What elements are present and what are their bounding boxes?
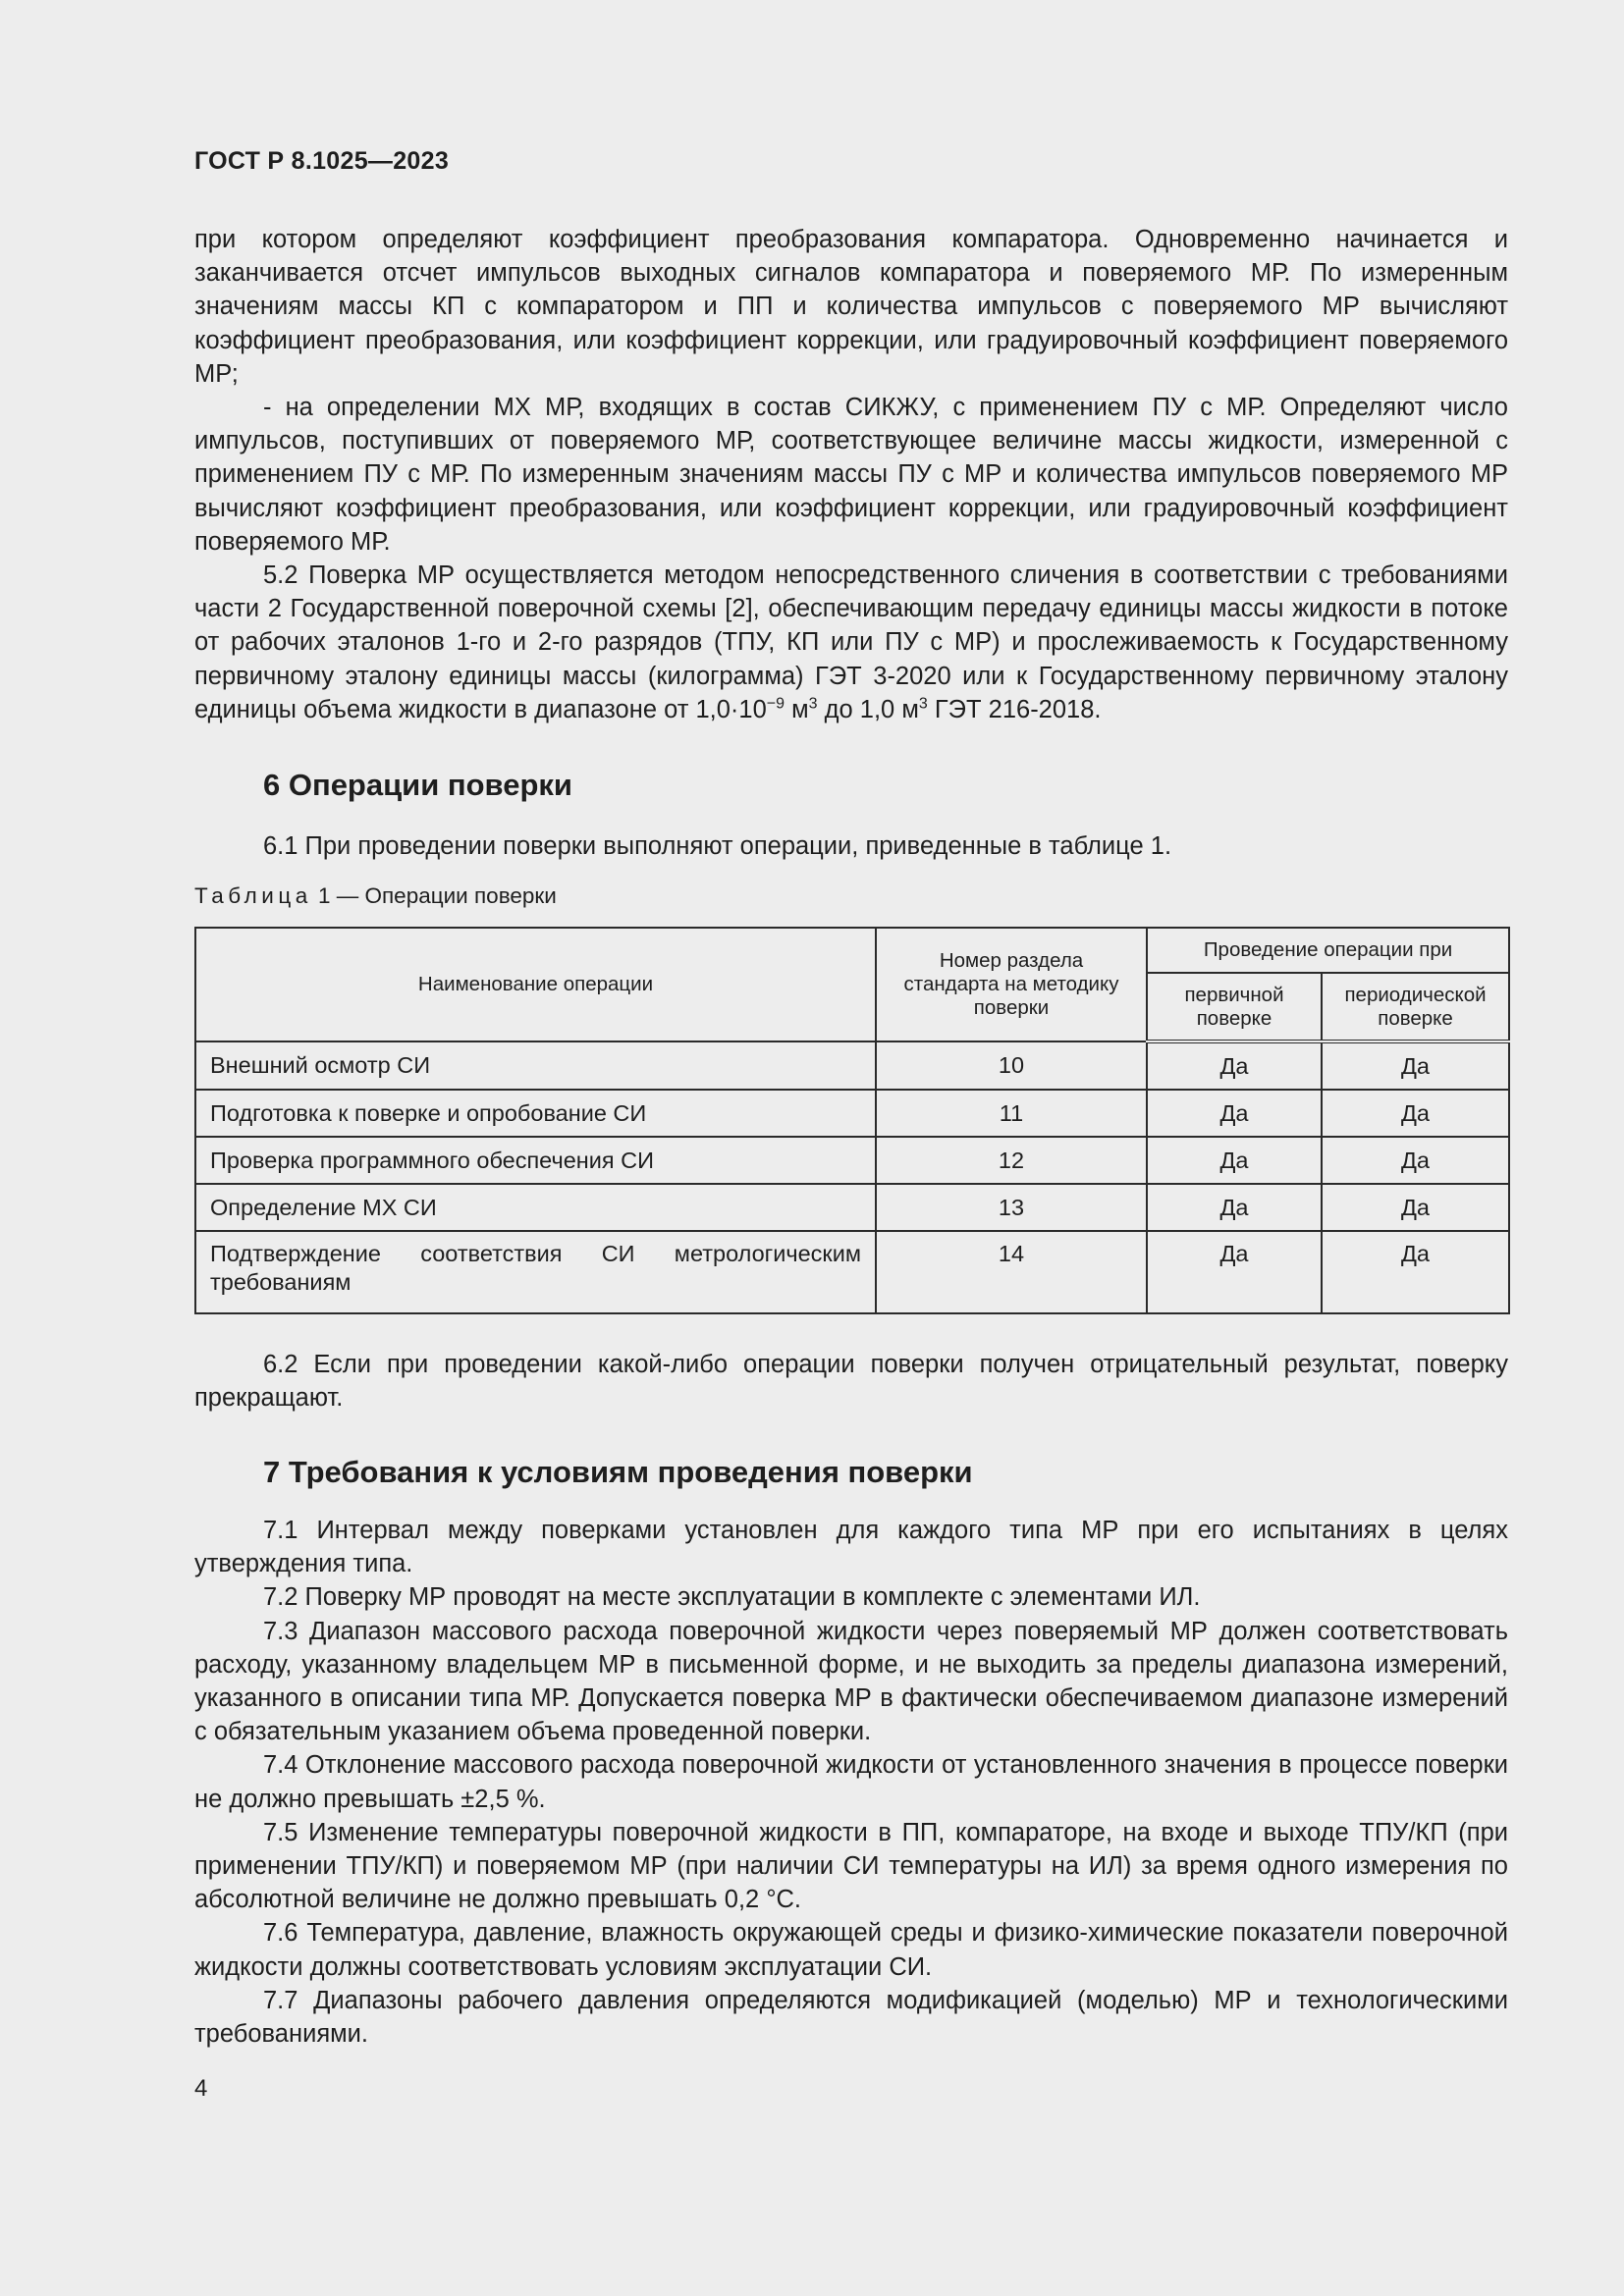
cell-primary: Да	[1147, 1184, 1322, 1231]
exponent-3a: 3	[808, 695, 818, 713]
table-caption-title: 1 — Операции поверки	[311, 883, 557, 908]
table-caption-label: Таблица	[194, 883, 312, 908]
paragraph-7-1: 7.1 Интервал между поверками установлен для каждого типа МР при его испытаниях в целях утверждения типа.	[194, 1517, 1508, 1578]
cell-section-number: 13	[876, 1184, 1147, 1231]
exponent-minus9: −9	[766, 695, 785, 713]
cell-section-number: 10	[876, 1041, 1147, 1090]
cell-section-number: 12	[876, 1137, 1147, 1184]
table-row	[195, 1041, 1509, 1090]
cell-operation-name: Внешний осмотр СИ	[195, 1041, 876, 1090]
cell-operation-name: Подтверждение соответствия СИ метрологическим требованиям	[195, 1231, 876, 1313]
header-periodic: периодической поверке	[1322, 973, 1509, 1041]
paragraph-7-7: 7.7 Диапазоны рабочего давления определяются модификацией (моделью) МР и технологическими требованиями.	[194, 1986, 1508, 2049]
page-number: 4	[194, 2075, 208, 2102]
cell-primary: Да	[1147, 1090, 1322, 1137]
cell-periodic: Да	[1322, 1184, 1509, 1231]
paragraph-5-2-main: 5.2 Поверка МР осуществляется методом непосредственного сличения в соответствии с требованиями части 2 Государственной поверочной схемы [2], обеспечивающим передачу единицы массы жидкости в потоке от рабочих эталонов 1-го и 2-го разрядов (ТПУ, КП или ПУ с МР) и прослеживаемость к Государственному первичному эталону единицы массы (килограмма) ГЭТ 3-2020 или к Государственному первичному эталону единицы объема жидкости в диапазоне от 1,0·10	[194, 561, 1508, 723]
table-row	[195, 1137, 1509, 1184]
table-row	[195, 1090, 1509, 1137]
table-caption	[194, 883, 557, 909]
header-primary: первичной поверке	[1147, 973, 1322, 1041]
cell-primary: Да	[1147, 1041, 1322, 1090]
exponent-3b: 3	[918, 695, 928, 713]
section7-text	[194, 1514, 1508, 2051]
header-section-number: Номер раздела стандарта на методику поверки	[876, 928, 1147, 1041]
section5-text	[194, 223, 1508, 726]
unit-m: м	[785, 695, 809, 723]
paragraph-pu-method: - на определении МХ МР, входящих в состав СИКЖУ, с применением ПУ с МР. Определяют число импульсов, поступивших от поверяемого МР, соответствующее величине массы жидкости, измеренной с применением ПУ с МР. По измеренным значениям массы ПУ с МР и количества импульсов поверяемого МР вычисляют коэффициент преобразования, или коэффициент коррекции, или градуировочный коэффициент поверяемого МР.	[194, 394, 1508, 556]
table-row	[195, 1231, 1509, 1313]
cell-periodic: Да	[1322, 1041, 1509, 1090]
paragraph-5-2	[194, 559, 1508, 726]
section-6-heading: 6 Операции поверки	[263, 768, 572, 802]
section-7-heading: 7 Требования к условиям проведения поверки	[263, 1455, 973, 1489]
paragraph-6-2: 6.2 Если при проведении какой-либо операции поверки получен отрицательный результат, поверку прекращают.	[194, 1351, 1508, 1413]
cell-operation-name: Подготовка к поверке и опробование СИ	[195, 1090, 876, 1137]
standard-ref: ГЭТ 216-2018.	[927, 695, 1102, 723]
cell-periodic: Да	[1322, 1090, 1509, 1137]
document-code: ГОСТ Р 8.1025—2023	[194, 147, 450, 175]
paragraph-6-1: 6.1 При проведении поверки выполняют операции, приведенные в таблице 1.	[263, 832, 1172, 860]
cell-primary: Да	[1147, 1137, 1322, 1184]
paragraph-7-3: 7.3 Диапазон массового расхода поверочной жидкости через поверяемый МР должен соответствовать расходу, указанному владельцем МР в письменной форме, и не выходить за пределы диапазона измерений, указанного в описании типа МР. Допускается поверка МР в фактически обеспечиваемом диапазоне измерений с обязательным указанием объема проведенной поверки.	[194, 1617, 1508, 1746]
paragraph-7-5: 7.5 Изменение температуры поверочной жидкости в ПП, компараторе, на входе и выходе ТПУ/КП (при применении ТПУ/КП) и поверяемом МР (при наличии СИ температуры на ИЛ) за время одного измерения по абсолютной величине не должно превышать 0,2 °С.	[194, 1818, 1508, 1914]
cell-section-number: 14	[876, 1231, 1147, 1313]
table-row	[195, 1184, 1509, 1231]
range-to: до 1,0 м	[817, 695, 919, 723]
paragraph-comparator: при котором определяют коэффициент преобразования компаратора. Одновременно начинается и заканчивается отсчет импульсов выходных сигналов компаратора и поверяемого МР. По измеренным значениям массы КП с компаратором и ПП и количества импульсов с поверяемого МР вычисляют коэффициент преобразования, или коэффициент коррекции, или градуировочный коэффициент поверяемого МР;	[194, 226, 1508, 388]
cell-operation-name: Проверка программного обеспечения СИ	[195, 1137, 876, 1184]
paragraph-7-4: 7.4 Отклонение массового расхода поверочной жидкости от установленного значения в процессе поверки не должно превышать ±2,5 %.	[194, 1751, 1508, 1813]
cell-periodic: Да	[1322, 1137, 1509, 1184]
header-operation-name: Наименование операции	[195, 928, 876, 1041]
operations-table	[194, 927, 1510, 1314]
header-operation-group: Проведение операции при	[1147, 928, 1509, 973]
paragraph-7-2: 7.2 Поверку МР проводят на месте эксплуатации в комплекте с элементами ИЛ.	[263, 1583, 1201, 1612]
cell-operation-name: Определение МХ СИ	[195, 1184, 876, 1231]
cell-periodic: Да	[1322, 1231, 1509, 1313]
section6-closing	[194, 1348, 1508, 1415]
cell-section-number: 11	[876, 1090, 1147, 1137]
paragraph-7-6: 7.6 Температура, давление, влажность окружающей среды и физико-химические показатели поверочной жидкости должны соответствовать условиям эксплуатации СИ.	[194, 1919, 1508, 1981]
cell-primary: Да	[1147, 1231, 1322, 1313]
